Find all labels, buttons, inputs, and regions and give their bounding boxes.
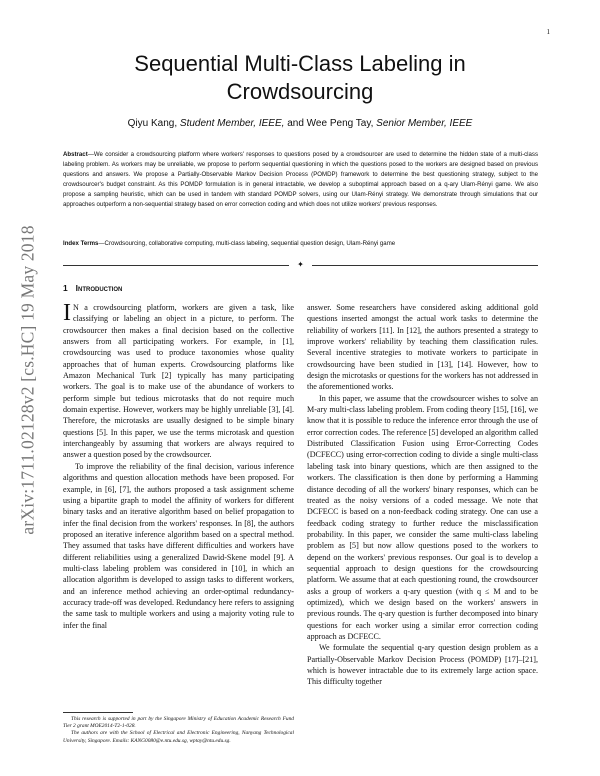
title-line-2: Crowdsourcing bbox=[226, 79, 374, 104]
index-terms-label: Index Terms bbox=[63, 240, 99, 247]
author-2-role: Senior Member, IEEE bbox=[376, 118, 473, 129]
footnote-affiliation: The authors are with the School of Electrical and Electronic Engineering, Nanyang Technological University, Singapore. Emails: KANG0080@e.ntu.edu.sg, wptay@ntu.edu.sg. bbox=[63, 730, 294, 744]
author-and: and bbox=[287, 118, 304, 129]
section-divider bbox=[63, 261, 538, 269]
footnote bbox=[63, 716, 294, 745]
section-number: 1 bbox=[63, 283, 68, 293]
right-column bbox=[307, 302, 538, 688]
drop-cap: I bbox=[63, 300, 71, 326]
intro-paragraph-3: answer. Some researchers have considered asking additional gold questions inserted amongst the actual work tasks to determine the reliability of workers [11]. In [12], the authors presented a strategy to improve workers' reliability by teaching them classification rules. Several incentive strategies to motivate workers to participate in crowdsourcing have been studied in [13], [14]. However, how to design the microtasks or questions for the workers has not addressed in the aforementioned works. bbox=[307, 303, 538, 392]
intro-paragraph-1 bbox=[63, 302, 294, 461]
intro-paragraph-5: We formulate the sequential q-ary question design problem as a Partially-Observable Markov Decision Process (POMDP) [17]–[21], which is however intractable due to its extremely large action space. This difficulty together bbox=[307, 643, 538, 687]
author-1: Qiyu Kang, bbox=[127, 118, 178, 129]
divider-line-right bbox=[312, 265, 538, 266]
author-1-role: Student Member, IEEE, bbox=[179, 118, 285, 129]
index-terms-text: —Crowdsourcing, collaborative computing, multi-class labeling, sequential question design, Ulam-Rényi game bbox=[98, 240, 396, 247]
intro-paragraph-4: In this paper, we assume that the crowdsourcer wishes to solve an M-ary multi-class labeling problem. From coding theory [15], [16], we know that it is possible to reduce the inference error through the use of error correction codes. The reference [5] developed an algorithm called Distributed Classification Fusion using Error-Correcting Codes (DCFECC) using error-correction coding to divide a single multi-class labeling task into binary questions, which are then assigned to the workers. The classification is then done by performing a Hamming distance decoding of all the workers' binary responses, which can be treated as the noisy versions of a coded message. We note that DCFECC is based on a non-feedback coding strategy. One can use a feedback coding strategy to further reduce the misclassification probability. In this paper, we consider the same multi-class labeling problem as [5] but now allow questions posed to the workers to depend on the workers' previous responses. Our goal is to develop a sequential approach to design questions for the crowdsourcing platform. We assume that at each questioning round, the crowdsourcer asks a group of workers a q-ary question (with q ≤ M and to be optimized), which we design based on the workers' answers in previous rounds. The q-ary question is further decomposed into binary questions for each worker using a similar error correction coding approach as DCFECC. bbox=[307, 393, 538, 641]
abstract-label: Abstract bbox=[63, 151, 88, 158]
divider-line-left bbox=[63, 265, 289, 266]
abstract-text: —We consider a crowdsourcing platform where workers' responses to questions posed by a crowdsourcer are used to determine the hidden state of a multi-class labeling problem. As workers may be unreliable, we propose to perform sequential questioning in which the questions posed to the workers are designed based on previous questions and answers. We propose a Partially-Observable Markov Decision Process (POMDP) framework to determine the best questioning strategy, subject to the crowdsourcer's budget constraint. As this POMDP formulation is in general intractable, we develop a suboptimal approach based on a q-ary Ulam-Rényi game. We also propose a sampling heuristic, which can be used in tandem with standard POMDP solvers, using our Ulam-Rényi strategy. We demonstrate through simulations that our approaches outperform a non-sequential strategy based on error correction coding and which does not utilize workers' previous responses. bbox=[63, 151, 538, 208]
paper-title bbox=[60, 50, 540, 106]
section-heading bbox=[63, 283, 122, 293]
section-title: Introduction bbox=[75, 283, 123, 293]
arxiv-stamp bbox=[8, 180, 48, 580]
footnote-rule bbox=[63, 712, 133, 713]
arxiv-stamp-text: arXiv:1711.02128v2 [cs.HC] 19 May 2018 bbox=[17, 225, 38, 535]
author-line bbox=[60, 118, 540, 129]
page-number: 1 bbox=[546, 28, 550, 36]
intro-paragraph-2: To improve the reliability of the final decision, various inference algorithms and question allocation methods have been proposed. For example, in [6], [7], the authors proposed a task assignment scheme using a bipartite graph to model the affinity of workers for different binary tasks and an iterative algorithm based on belief propagation to infer the final decision from the workers' responses. In [8], the authors proposed an iterative inference algorithm based on a spectral method. They assumed that tasks have different difficulties and workers have different reliabilities using a generalized Dawid-Skene model [9]. A multi-class labeling problem was considered in [10], in which an allocation algorithm is developed to assign tasks to different workers, and an inference method achieving an order-optimal redundancy-accuracy trade-off was developed. Redundancy here refers to assigning the same task to multiple workers and using a majority voting rule to infer the final bbox=[63, 461, 294, 630]
footnote-funding: This research is supported in part by the Singapore Ministry of Education Academic Research Fund Tier 2 grant MOE2014-T2-1-028. bbox=[63, 716, 294, 730]
intro-paragraph-1-text: N a crowdsourcing platform, workers are given a task, like classifying or labeling an object in a picture, to perform. The crowdsourcer then makes a final decision based on the collective answers from all participating workers. For example, in [1], crowdsourcing was used to produce taxonomies whose quality approaches that of human experts. Crowdsourcing platforms like Amazon Mechanical Turk [2] typically has many participating workers. The goal is to make use of the abundance of workers to perform simple but tedious microtasks that do not require much domain expertise. However, workers may be highly unreliable [3], [4]. Therefore, the microtasks are usually designed to be simple binary questions [5]. In this paper, we use the terms microtask and question interchangeably by assuming that workers are always required to answer a question posed by the crowdsourcer. bbox=[63, 303, 294, 460]
title-line-1: Sequential Multi-Class Labeling in bbox=[134, 51, 466, 76]
divider-diamond-icon: ✦ bbox=[297, 260, 304, 269]
index-terms bbox=[63, 239, 538, 249]
author-2: Wee Peng Tay, bbox=[306, 118, 374, 129]
abstract bbox=[63, 150, 538, 209]
left-column bbox=[63, 302, 294, 631]
